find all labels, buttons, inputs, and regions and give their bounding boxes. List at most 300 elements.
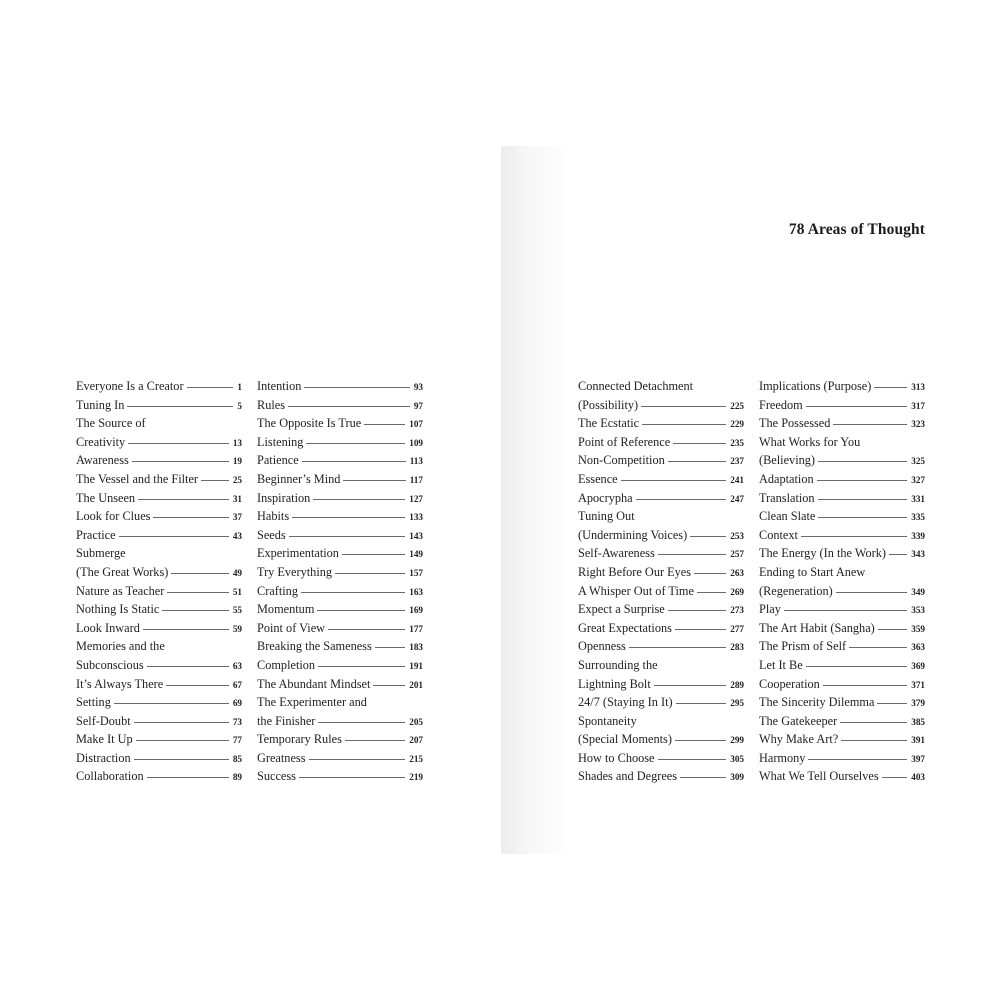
toc-entry-title: Look for Clues — [76, 509, 151, 524]
toc-entry-title: Spontaneity — [578, 713, 637, 728]
toc-entry-title: How to Choose — [578, 750, 655, 765]
toc-page-number: 77 — [232, 735, 242, 746]
dotted-leader — [833, 424, 907, 425]
toc-entry-title: Greatness — [257, 750, 306, 765]
dotted-leader — [119, 536, 229, 537]
toc-page-number: 113 — [409, 456, 423, 467]
right-page — [501, 146, 1000, 854]
toc-entry-title: (Believing) — [759, 453, 816, 468]
toc-page-number: 369 — [911, 660, 925, 671]
dotted-leader — [641, 406, 726, 407]
dotted-leader — [694, 573, 726, 574]
toc-entry — [76, 377, 242, 396]
toc-entry-title: (Possibility) — [578, 397, 639, 412]
toc-entry-title: The Vessel and the Filter — [76, 471, 199, 486]
dotted-leader — [313, 499, 405, 500]
toc-entry — [76, 396, 242, 415]
toc-entry — [257, 619, 423, 638]
dotted-leader — [849, 647, 907, 648]
dotted-leader — [343, 480, 405, 481]
toc-entry-title: Everyone Is a Creator — [76, 379, 184, 393]
toc-page-number: 43 — [232, 530, 242, 541]
dotted-leader — [302, 461, 406, 462]
toc-page-number: 385 — [911, 716, 925, 727]
dotted-leader — [874, 387, 907, 388]
dotted-leader — [166, 685, 229, 686]
dotted-leader — [675, 629, 726, 630]
dotted-leader — [318, 722, 405, 723]
toc-entry-title: What Works for You — [759, 434, 861, 449]
toc-page-number: 85 — [232, 753, 242, 764]
dotted-leader — [823, 685, 907, 686]
dotted-leader — [342, 554, 405, 555]
toc-entry — [578, 582, 744, 601]
toc-page-number: 269 — [730, 586, 744, 597]
toc-page-number: 273 — [730, 605, 744, 616]
toc-page-number: 237 — [730, 456, 744, 467]
toc-entry — [76, 675, 242, 694]
toc-page-number: 335 — [911, 512, 925, 523]
toc-entry-title: Adaptation — [759, 471, 814, 486]
toc-entry — [578, 507, 744, 526]
toc-entry-title: A Whisper Out of Time — [578, 583, 694, 598]
toc-entry — [76, 637, 242, 656]
toc-entry — [257, 767, 423, 786]
dotted-leader — [328, 629, 405, 630]
toc-entry — [257, 675, 423, 694]
toc-entry-title: Tuning In — [76, 397, 125, 412]
toc-entry-title: The Art Habit (Sangha) — [759, 620, 875, 635]
toc-page-number: 127 — [409, 493, 423, 504]
toc-entry-title: the Finisher — [257, 713, 316, 728]
toc-entry-title: Look Inward — [76, 620, 140, 635]
toc-entry — [759, 637, 925, 656]
toc-page-number: 219 — [409, 772, 423, 783]
dotted-leader — [136, 740, 229, 741]
toc-entry-title: The Abundant Mindset — [257, 676, 371, 691]
toc-entry-title: Patience — [257, 453, 299, 468]
toc-entry-title: Harmony — [759, 750, 806, 765]
toc-entry — [257, 563, 423, 582]
toc-entry-title: Practice — [76, 527, 116, 542]
toc-page-number: 1 — [237, 382, 242, 392]
toc-page-number: 363 — [911, 642, 925, 653]
toc-entry — [76, 433, 242, 452]
toc-page-number: 241 — [730, 474, 744, 485]
toc-entry-title: Momentum — [257, 602, 315, 617]
toc-entry — [257, 470, 423, 489]
toc-entry — [257, 396, 423, 415]
toc-entry — [257, 730, 423, 749]
toc-entry-title: Experimentation — [257, 546, 339, 561]
toc-entry-title: It’s Always There — [76, 676, 164, 691]
toc-page-number: 191 — [409, 660, 423, 671]
toc-page-number: 263 — [730, 567, 744, 578]
dotted-leader — [680, 777, 726, 778]
toc-entry — [578, 489, 744, 508]
toc-page-number: 93 — [413, 382, 423, 392]
dotted-leader — [668, 461, 726, 462]
dotted-leader — [658, 554, 726, 555]
toc-page-number: 133 — [409, 512, 423, 523]
toc-entry — [578, 377, 744, 396]
dotted-leader — [345, 740, 405, 741]
toc-entry — [76, 507, 242, 526]
toc-entry-title: Success — [257, 769, 296, 784]
toc-page-number: 299 — [730, 735, 744, 746]
toc-entry — [759, 507, 925, 526]
toc-entry-title: Self-Awareness — [578, 546, 655, 561]
toc-entry-title: Freedom — [759, 397, 803, 412]
dotted-leader — [841, 740, 907, 741]
toc-entry — [759, 582, 925, 601]
toc-page-number: 49 — [232, 567, 242, 578]
toc-entry — [257, 749, 423, 768]
toc-entry — [578, 470, 744, 489]
toc-entry-title: The Ecstatic — [578, 416, 640, 431]
toc-entry — [578, 414, 744, 433]
toc-entry-title: Subconscious — [76, 657, 144, 672]
dotted-leader — [138, 499, 229, 500]
toc-page-number: 225 — [730, 400, 744, 411]
toc-entry — [76, 526, 242, 545]
toc-entry-title: Self-Doubt — [76, 713, 131, 728]
toc-entry — [76, 470, 242, 489]
dotted-leader — [878, 629, 907, 630]
toc-entry — [578, 637, 744, 656]
toc-entry-title: The Prism of Self — [759, 639, 847, 654]
dotted-leader — [114, 703, 229, 704]
toc-page-number: 349 — [911, 586, 925, 597]
toc-entry — [76, 730, 242, 749]
toc-page-number: 397 — [911, 753, 925, 764]
toc-page-number: 143 — [409, 530, 423, 541]
toc-page-number: 163 — [409, 586, 423, 597]
toc-entry-title: Expect a Surprise — [578, 602, 665, 617]
toc-column-2 — [257, 377, 423, 786]
toc-page-number: 67 — [232, 679, 242, 690]
toc-entry — [759, 675, 925, 694]
toc-page-number: 353 — [911, 605, 925, 616]
toc-entry — [759, 693, 925, 712]
toc-entry — [759, 619, 925, 638]
toc-entry — [759, 544, 925, 563]
dotted-leader — [153, 517, 228, 518]
toc-entry-title: Why Make Art? — [759, 732, 839, 747]
toc-entry — [759, 396, 925, 415]
toc-page-number: 215 — [409, 753, 423, 764]
toc-page-number: 283 — [730, 642, 744, 653]
toc-entry — [76, 582, 242, 601]
toc-page-number: 371 — [911, 679, 925, 690]
toc-page-number: 379 — [911, 698, 925, 709]
toc-page-number: 37 — [232, 512, 242, 523]
toc-entry-title: Breaking the Sameness — [257, 639, 372, 654]
toc-entry-title: Completion — [257, 657, 316, 672]
toc-entry — [257, 414, 423, 433]
toc-page-number: 73 — [232, 716, 242, 727]
toc-entry — [257, 637, 423, 656]
toc-entry — [76, 712, 242, 731]
toc-page-number: 201 — [409, 679, 423, 690]
toc-entry-title: Crafting — [257, 583, 298, 598]
toc-entry-title: (The Great Works) — [76, 564, 169, 579]
toc-entry-title: 24/7 (Staying In It) — [578, 695, 673, 710]
toc-page-number: 107 — [409, 419, 423, 430]
dotted-leader — [808, 759, 907, 760]
toc-entry — [578, 563, 744, 582]
toc-entry-title: The Experimenter and — [257, 695, 367, 710]
toc-entry-title: Awareness — [76, 453, 129, 468]
toc-page-number: 31 — [232, 493, 242, 504]
toc-entry-title: Implications (Purpose) — [759, 379, 872, 393]
dotted-leader — [201, 480, 229, 481]
toc-page-number: 19 — [232, 456, 242, 467]
toc-entry-title: Point of View — [257, 620, 326, 635]
toc-entry-title: Try Everything — [257, 564, 333, 579]
toc-entry — [759, 656, 925, 675]
toc-entry-title: The Source of — [76, 416, 146, 431]
dotted-leader — [128, 443, 229, 444]
toc-page-number: 109 — [409, 437, 423, 448]
toc-page-number: 313 — [911, 382, 925, 392]
toc-entry — [76, 600, 242, 619]
toc-entry — [759, 526, 925, 545]
toc-entry-title: The Energy (In the Work) — [759, 546, 886, 561]
toc-entry-title: The Gatekeeper — [759, 713, 838, 728]
toc-entry-title: Seeds — [257, 527, 286, 542]
toc-entry — [76, 619, 242, 638]
toc-entry-title: Nature as Teacher — [76, 583, 165, 598]
toc-entry-title: Essence — [578, 471, 618, 486]
toc-entry-title: (Special Moments) — [578, 732, 672, 747]
toc-entry-title: Temporary Rules — [257, 732, 342, 747]
dotted-leader — [658, 759, 727, 760]
toc-entry — [578, 749, 744, 768]
toc-entry-title: Let It Be — [759, 657, 803, 672]
toc-entry — [76, 544, 242, 563]
toc-entry — [578, 433, 744, 452]
dotted-leader — [373, 685, 405, 686]
toc-entry — [578, 526, 744, 545]
toc-entry-title: Beginner’s Mind — [257, 471, 341, 486]
dotted-leader — [817, 480, 908, 481]
dotted-leader — [309, 759, 406, 760]
dotted-leader — [675, 740, 726, 741]
toc-entry-title: Context — [759, 527, 798, 542]
toc-entry — [578, 619, 744, 638]
dotted-leader — [132, 461, 229, 462]
dotted-leader — [167, 592, 228, 593]
dotted-leader — [364, 424, 405, 425]
dotted-leader — [134, 759, 229, 760]
toc-entry-title: The Possessed — [759, 416, 831, 431]
toc-entry-title: Great Expectations — [578, 620, 672, 635]
toc-page-number: 391 — [911, 735, 925, 746]
dotted-leader — [375, 647, 405, 648]
dotted-leader — [882, 777, 908, 778]
dotted-leader — [818, 461, 907, 462]
dotted-leader — [134, 722, 229, 723]
toc-page-number: 69 — [232, 698, 242, 709]
toc-entry — [578, 600, 744, 619]
dotted-leader — [621, 480, 727, 481]
toc-column-1 — [76, 377, 242, 786]
toc-page-number: 183 — [409, 642, 423, 653]
toc-page-number: 323 — [911, 419, 925, 430]
toc-page-number: 149 — [409, 549, 423, 560]
dotted-leader — [801, 536, 907, 537]
toc-entry-title: Apocrypha — [578, 490, 633, 505]
dotted-leader — [889, 554, 907, 555]
toc-page-number: 289 — [730, 679, 744, 690]
toc-entry — [759, 563, 925, 582]
toc-entry — [76, 656, 242, 675]
toc-entry-title: Openness — [578, 639, 626, 654]
toc-page-number: 277 — [730, 623, 744, 634]
toc-entry-title: Collaboration — [76, 769, 144, 784]
toc-entry-title: Inspiration — [257, 490, 311, 505]
toc-entry — [578, 712, 744, 731]
toc-entry — [257, 507, 423, 526]
dotted-leader — [836, 592, 907, 593]
toc-entry — [257, 377, 423, 396]
toc-entry — [76, 563, 242, 582]
dotted-leader — [784, 610, 907, 611]
dotted-leader — [806, 406, 908, 407]
toc-entry — [76, 451, 242, 470]
dotted-leader — [304, 387, 409, 388]
toc-entry — [759, 712, 925, 731]
toc-page-number: 295 — [730, 698, 744, 709]
toc-page-number: 89 — [232, 772, 242, 783]
toc-entry — [76, 489, 242, 508]
toc-entry-title: Setting — [76, 695, 111, 710]
toc-entry — [759, 414, 925, 433]
toc-entry-title: Surrounding the — [578, 657, 658, 672]
toc-page-number: 177 — [409, 623, 423, 634]
toc-entry — [759, 489, 925, 508]
toc-entry — [578, 693, 744, 712]
toc-entry-title: Right Before Our Eyes — [578, 564, 692, 579]
toc-page-number: 97 — [413, 400, 423, 411]
toc-page-number: 51 — [232, 586, 242, 597]
toc-page-number: 339 — [911, 530, 925, 541]
dotted-leader — [676, 703, 727, 704]
dotted-leader — [335, 573, 405, 574]
toc-entry-title: Memories and the — [76, 639, 165, 654]
toc-entry-title: Lightning Bolt — [578, 676, 651, 691]
dotted-leader — [187, 387, 234, 388]
dotted-leader — [636, 499, 727, 500]
toc-page-number: 207 — [409, 735, 423, 746]
toc-page-number: 327 — [911, 474, 925, 485]
toc-entry — [76, 767, 242, 786]
toc-page-number: 343 — [911, 549, 925, 560]
toc-entry-title: Clean Slate — [759, 509, 816, 524]
dotted-leader — [840, 722, 907, 723]
toc-entry-title: Creativity — [76, 434, 126, 449]
toc-entry — [257, 712, 423, 731]
toc-entry-title: The Opposite Is True — [257, 416, 362, 431]
toc-entry — [578, 767, 744, 786]
dotted-leader — [673, 443, 726, 444]
toc-entry — [759, 600, 925, 619]
dotted-leader — [162, 610, 228, 611]
toc-page-number: 253 — [730, 530, 744, 541]
toc-page-number: 169 — [409, 605, 423, 616]
toc-entry — [578, 451, 744, 470]
dotted-leader — [147, 666, 229, 667]
toc-page-number: 331 — [911, 493, 925, 504]
toc-entry — [76, 414, 242, 433]
toc-entry — [578, 730, 744, 749]
toc-page-number: 235 — [730, 437, 744, 448]
toc-page-number: 309 — [730, 772, 744, 783]
dotted-leader — [877, 703, 907, 704]
dotted-leader — [288, 406, 410, 407]
toc-page-number: 403 — [911, 772, 925, 783]
toc-entry-title: What We Tell Ourselves — [759, 769, 879, 784]
toc-entry-title: Translation — [759, 490, 815, 505]
toc-entry-title: Tuning Out — [578, 509, 635, 524]
toc-page-number: 25 — [232, 474, 242, 485]
toc-entry — [759, 377, 925, 396]
toc-entry-title: Cooperation — [759, 676, 820, 691]
toc-page-number: 59 — [232, 623, 242, 634]
toc-entry — [578, 656, 744, 675]
toc-entry-title: (Regeneration) — [759, 583, 833, 598]
dotted-leader — [317, 610, 405, 611]
toc-entry — [257, 544, 423, 563]
toc-entry-title: Intention — [257, 379, 302, 393]
toc-page-number: 55 — [232, 605, 242, 616]
toc-entry-title: (Undermining Voices) — [578, 527, 688, 542]
toc-entry-title: Play — [759, 602, 781, 617]
dotted-leader — [292, 517, 405, 518]
dotted-leader — [654, 685, 726, 686]
toc-entry-title: Submerge — [76, 546, 126, 561]
toc-title: 78 Areas of Thought — [788, 221, 925, 238]
toc-entry-title: Non-Competition — [578, 453, 665, 468]
toc-entry-title: Connected Detachment — [578, 379, 694, 393]
toc-entry-title: Distraction — [76, 750, 131, 765]
dotted-leader — [818, 499, 908, 500]
toc-entry — [257, 526, 423, 545]
toc-entry-title: Listening — [257, 434, 304, 449]
toc-page-number: 13 — [232, 437, 242, 448]
toc-entry — [578, 544, 744, 563]
dotted-leader — [127, 406, 233, 407]
toc-page-number: 5 — [237, 400, 242, 411]
toc-entry — [257, 600, 423, 619]
toc-page-number: 257 — [730, 549, 744, 560]
toc-entry-title: The Sincerity Dilemma — [759, 695, 875, 710]
toc-entry — [257, 433, 423, 452]
toc-entry — [759, 433, 925, 452]
dotted-leader — [690, 536, 726, 537]
dotted-leader — [818, 517, 907, 518]
dotted-leader — [143, 629, 229, 630]
toc-entry — [257, 693, 423, 712]
dotted-leader — [642, 424, 726, 425]
toc-entry-title: Rules — [257, 397, 286, 412]
toc-page-number: 247 — [730, 493, 744, 504]
toc-page-number: 359 — [911, 623, 925, 634]
dotted-leader — [629, 647, 726, 648]
dotted-leader — [171, 573, 228, 574]
toc-entry-title: Shades and Degrees — [578, 769, 678, 784]
